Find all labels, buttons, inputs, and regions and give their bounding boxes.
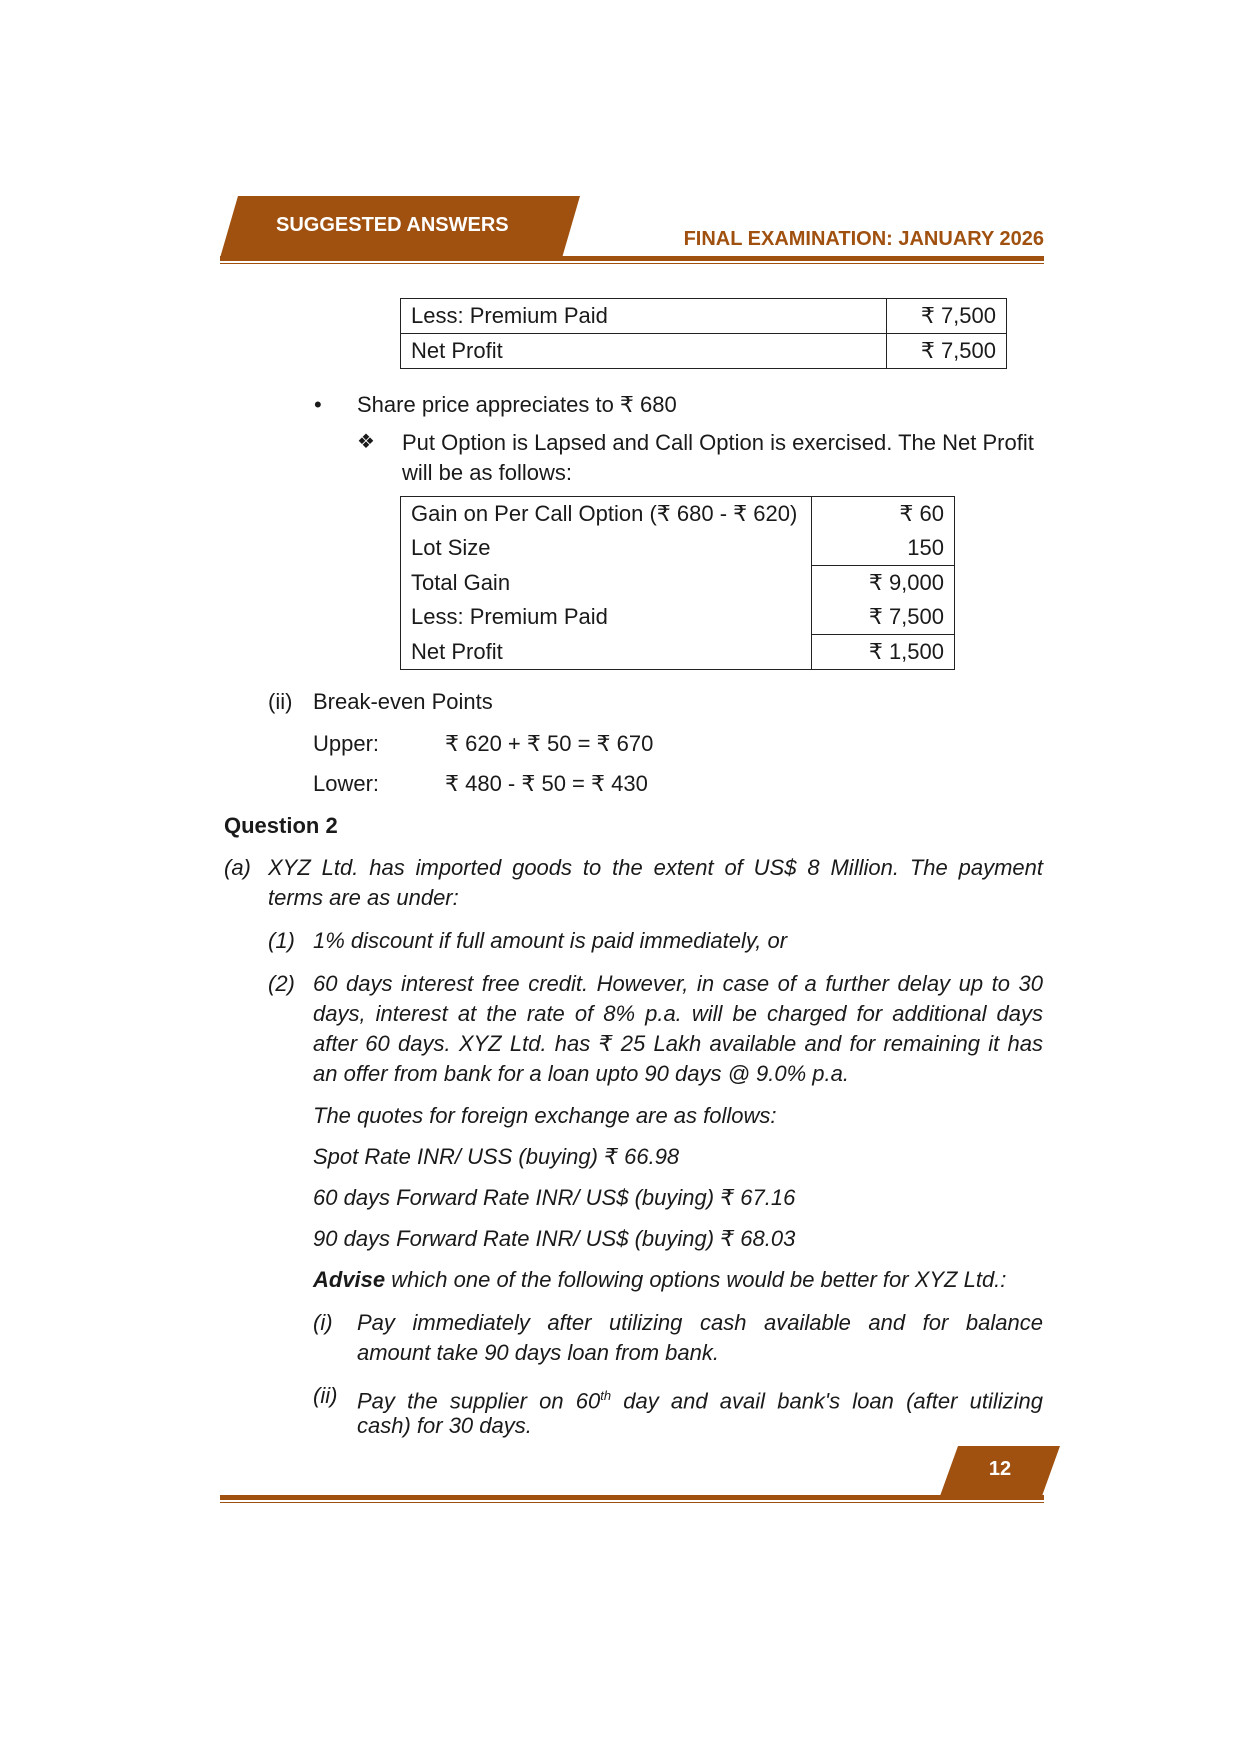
table-cell-value: 150 [812,531,955,566]
breakeven-lower-label: Lower: [313,771,380,796]
question-a-marker: (a) [224,855,251,880]
table-row [401,635,955,670]
choice-i-line1: Pay immediately after utilizing cash available and for balance [357,1310,1043,1335]
choice-ii-post: day and avail bank's loan (after utilizing [611,1388,1043,1414]
table-cell-label: Net Profit [401,334,887,369]
choice-ii-pre: Pay the supplier on 60 [357,1388,601,1414]
question-title: Question 2 [224,813,338,838]
bullet-dot: • [314,392,322,417]
table-row [401,497,955,532]
table-row [401,566,955,601]
breakeven-upper-value: ₹ 620 + ₹ 50 = ₹ 670 [445,731,654,756]
option2-marker: (2) [268,971,295,996]
breakeven-marker: (ii) [268,689,293,714]
bullet-share-price: Share price appreciates to ₹ 680 [357,392,677,417]
sub-bullet-text-cont: will be as follows: [402,460,572,485]
advise-bold: Advise [313,1267,386,1292]
table-premium-net-profit [400,298,1007,369]
option2-line: 60 days interest free credit. However, in case of a further delay up to 30 [313,971,1043,996]
table-row [401,531,955,566]
quotes-intro: The quotes for foreign exchange are as follows: [313,1103,777,1128]
choice-ii-line2: cash) for 30 days. [357,1413,532,1438]
table-row [401,299,1007,334]
page-number: 12 [988,1458,1012,1480]
option2-line: after 60 days. XYZ Ltd. has ₹ 25 Lakh available and for remaining it has [313,1031,1043,1056]
table-cell-label: Net Profit [401,635,812,670]
header-left-label: SUGGESTED ANSWERS [276,214,509,236]
table-cell-value: ₹ 7,500 [887,334,1007,369]
table-cell-label: Less: Premium Paid [401,600,812,635]
breakeven-lower-value: ₹ 480 - ₹ 50 = ₹ 430 [445,771,648,796]
table-cell-label: Gain on Per Call Option (₹ 680 - ₹ 620) [401,497,812,532]
diamond-bullet-icon: ❖ [357,431,375,453]
choice-ii-sup: th [600,1388,612,1403]
forward-rate-90: 90 days Forward Rate INR/ US$ (buying) ₹ 68.03 [313,1226,796,1251]
forward-rate-60: 60 days Forward Rate INR/ US$ (buying) ₹ 67.16 [313,1185,796,1210]
table-cell-value: ₹ 9,000 [812,566,955,601]
table-cell-value: ₹ 1,500 [812,635,955,670]
table-cell-label: Total Gain [401,566,812,601]
sub-bullet-text: Put Option is Lapsed and Call Option is exercised. The Net Profit [402,430,1034,455]
table-cell-label: Less: Premium Paid [401,299,887,334]
table-row [401,334,1007,369]
footer-rule [220,1495,1044,1500]
table-cell-value: ₹ 7,500 [812,600,955,635]
header-rule [220,256,1044,261]
footer-rule-thin [220,1502,1044,1503]
table-cell-value: ₹ 60 [812,497,955,532]
header-exam-title: FINAL EXAMINATION: JANUARY 2026 [683,228,1044,250]
choice-ii-marker: (ii) [313,1383,338,1408]
table-cell-label: Lot Size [401,531,812,566]
choice-i-line2: amount take 90 days loan from bank. [357,1340,719,1365]
advise-rest: which one of the following options would be better for XYZ Ltd.: [385,1267,1007,1292]
table-call-option-gain [400,496,955,670]
breakeven-title: Break-even Points [313,689,493,714]
spot-rate: Spot Rate INR/ USS (buying) ₹ 66.98 [313,1144,680,1169]
option1-text: 1% discount if full amount is paid immediately, or [313,928,788,953]
question-a-line1: XYZ Ltd. has imported goods to the extent of US$ 8 Million. The payment [268,855,1043,880]
breakeven-upper-label: Upper: [313,731,380,756]
table-cell-value: ₹ 7,500 [887,299,1007,334]
option1-marker: (1) [268,928,295,953]
header-rule-thin [220,263,1044,264]
option2-line: an offer from bank for a loan upto 90 days @ 9.0% p.a. [313,1061,849,1086]
question-a-line2: terms are as under: [268,885,459,910]
option2-line: days, interest at the rate of 8% p.a. will be charged for additional days [313,1001,1043,1026]
advise-line [313,1264,1006,1295]
choice-i-marker: (i) [313,1310,333,1335]
table-row [401,600,955,635]
